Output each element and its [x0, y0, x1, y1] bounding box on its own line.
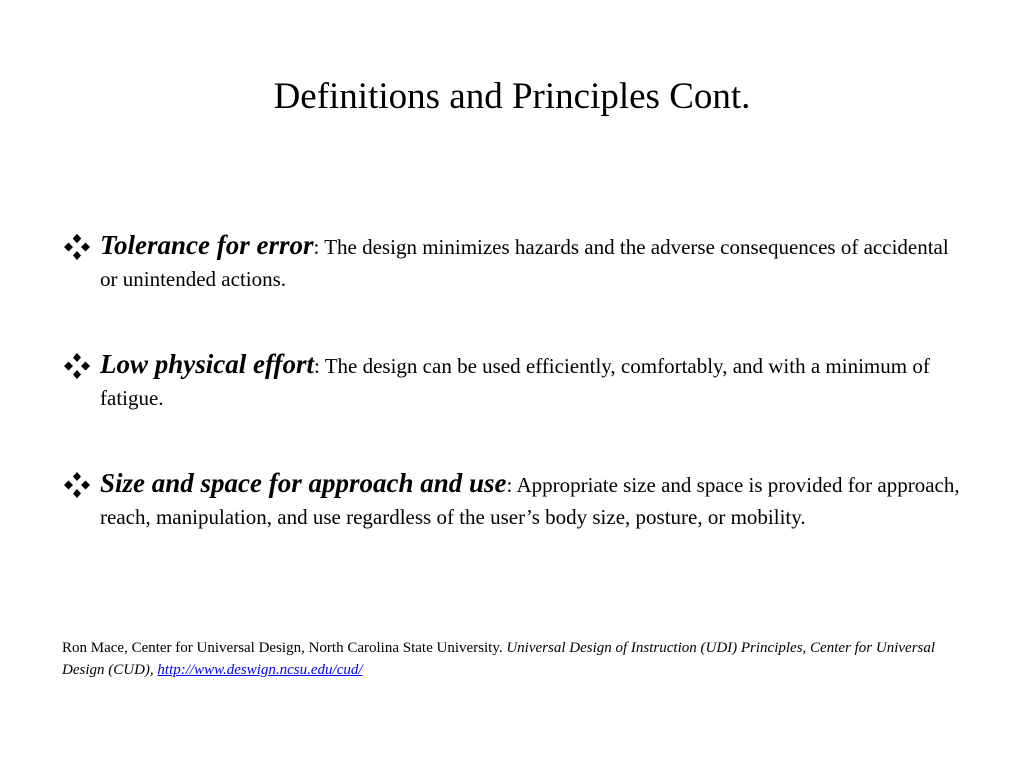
bullet-description: Appropriate size and space is provided for approach, reach, manipulation, and use regardless of the user’s body size, posture, or mobility.	[100, 473, 960, 529]
citation-title: Universal Design of Instruction (UDI) Principles, Center for Universal Design (CUD),	[62, 640, 936, 678]
four-diamond-bullet-icon	[62, 351, 92, 381]
bullet-item-low-physical-effort	[60, 348, 960, 414]
bullet-separator: :	[313, 235, 320, 259]
four-diamond-bullet-icon	[62, 232, 92, 262]
bullet-description: The design can be used efficiently, comfortably, and with a minimum of fatigue.	[100, 354, 930, 410]
bullet-term: Size and space for approach and use	[100, 468, 507, 498]
citation	[62, 637, 972, 681]
bullet-list	[60, 229, 960, 533]
citation-link[interactable]: http://www.deswign.ncsu.edu/cud/	[157, 662, 363, 678]
slide-title: Definitions and Principles Cont.	[273, 76, 751, 117]
citation-author: Ron Mace, Center for Universal Design, North Carolina State University.	[62, 640, 507, 656]
bullet-description: The design minimizes hazards and the adverse consequences of accidental or unintended actions.	[100, 235, 949, 291]
four-diamond-bullet-icon	[62, 470, 92, 500]
bullet-term: Low physical effort	[100, 349, 314, 379]
bullet-item-size-and-space	[60, 467, 960, 533]
bullet-separator: :	[313, 354, 320, 378]
bullet-separator: :	[506, 473, 513, 497]
bullet-item-tolerance-for-error	[60, 229, 960, 295]
bullet-term: Tolerance for error	[100, 230, 314, 260]
